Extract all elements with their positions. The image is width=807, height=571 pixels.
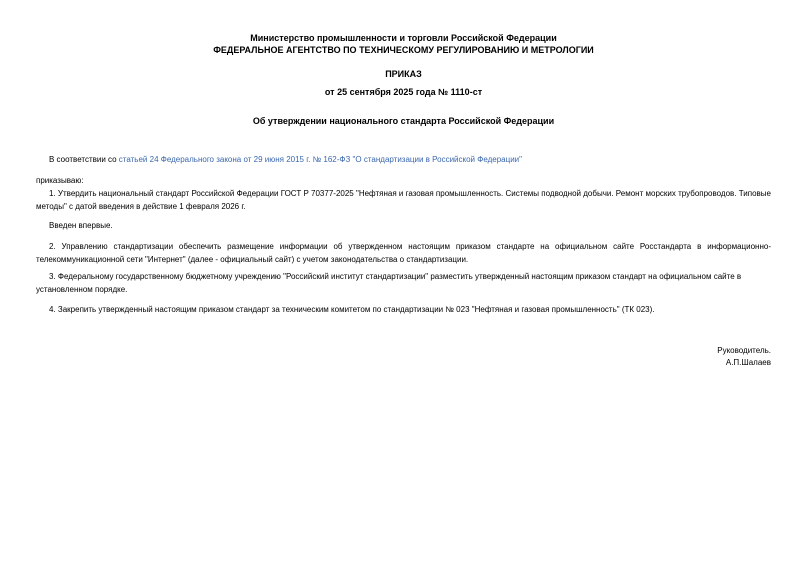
order-item-4: 4. Закрепить утвержденный настоящим приказом стандарт за техническим комитетом по стандартизации № 023 "Нефтяная и газовая промышленность" (ТК 023). xyxy=(49,305,655,314)
order-item-2: 2. Управлению стандартизации обеспечить размещение информации об утвержденном настоящим приказом стандарте на официальном сайте Росстандарта в информационно-телекоммуникационной сети "Интернет" (далее - официальный сайт) с учетом законодательства о стандартизации. xyxy=(36,242,771,264)
document-body xyxy=(36,153,771,369)
intro-prefix-text: В соответствии со xyxy=(49,155,119,164)
order-item-1: 1. Утвердить национальный стандарт Российской Федерации ГОСТ Р 70377-2025 "Нефтяная и газовая промышленность. Системы подводной добычи. Ремонт морских трубопроводов. Типовые методы" с датой введения в действие 1 февраля 2026 г. xyxy=(36,189,771,211)
document-type: ПРИКАЗ xyxy=(385,69,422,79)
document-header xyxy=(36,32,771,127)
introduced-first-note: Введен впервые. xyxy=(49,221,113,230)
document-title: Об утверждении национального стандарта Российской Федерации xyxy=(252,116,555,126)
intro-paragraph xyxy=(36,153,771,166)
order-word: приказываю: xyxy=(36,176,84,185)
federal-law-link[interactable]: статьей 24 Федерального закона от 29 июня 2015 г. № 162-ФЗ "О стандартизации в Российской Федерации" xyxy=(118,155,522,164)
document-date-number: от 25 сентября 2025 года № 1110-ст xyxy=(324,87,483,97)
signer-name: А.П.Шалаев xyxy=(725,358,771,367)
agency-name: ФЕДЕРАЛЬНОЕ АГЕНТСТВО ПО ТЕХНИЧЕСКОМУ РЕГУЛИРОВАНИЮ И МЕТРОЛОГИИ xyxy=(213,45,594,55)
signer-position: Руководитель. xyxy=(717,346,771,355)
ministry-name: Министерство промышленности и торговли Российской Федерации xyxy=(250,33,557,43)
signature-block xyxy=(36,345,771,369)
order-item-3: 3. Федеральному государственному бюджетному учреждению "Российский институт стандартизации" разместить утвержденный настоящим приказом стандарт на официальном сайте в установленном порядке. xyxy=(36,272,742,294)
